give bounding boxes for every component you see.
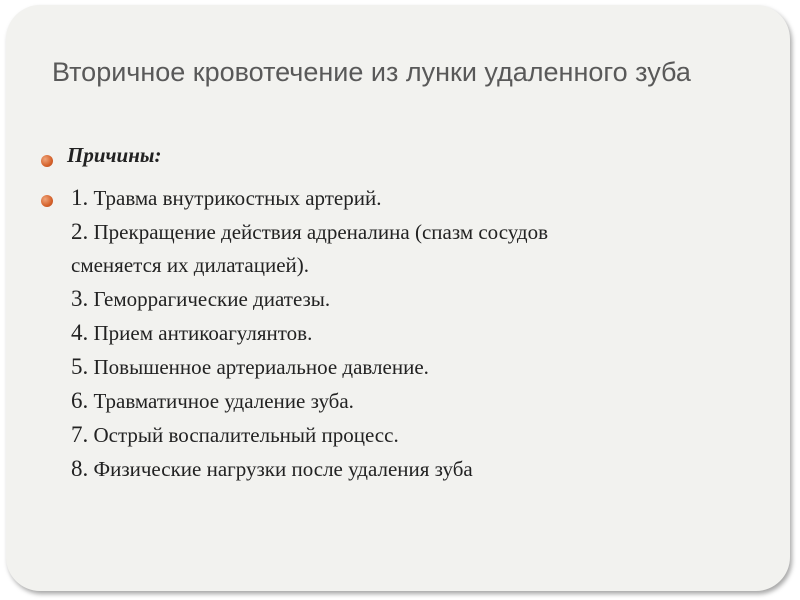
section-label: Причины: <box>67 143 162 167</box>
list-item: 8. Физические нагрузки после удаления зуба <box>71 456 473 481</box>
slide-title: Вторичное кровотечение из лунки удаленного зуба <box>52 57 691 87</box>
list-item: 7. Острый воспалительный процесс. <box>71 422 399 447</box>
list-item: 5. Повышенное артериальное давление. <box>71 354 429 379</box>
bullet-icon <box>41 155 53 167</box>
bullet-icon <box>41 195 53 207</box>
list-item: 2. Прекращение действия адреналина (спазм сосудов <box>71 219 549 244</box>
list-item: 6. Травматичное удаление зуба. <box>71 388 354 413</box>
list-item: 4. Прием антикоагулянтов. <box>71 320 313 345</box>
list-item: 1. Травма внутрикостных артерий. <box>71 185 382 210</box>
list-item: 3. Геморрагические диатезы. <box>71 286 331 311</box>
causes-list <box>71 181 771 486</box>
list-item: сменяется их дилатацией). <box>71 253 310 277</box>
